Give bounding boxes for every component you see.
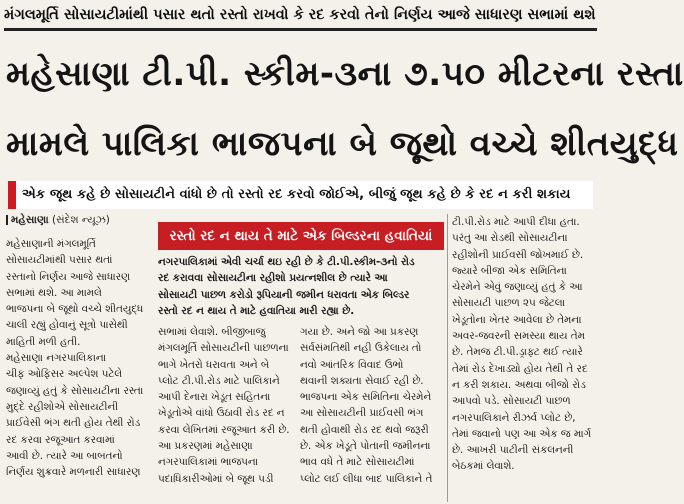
text-line: છે. આખરી પાટીની સંકલનની — [452, 444, 574, 457]
text-line: સર્વસંમતિથી નહી ઉકેલાય તો — [300, 342, 422, 355]
text-line: રદ કરાવવા સોસાયટીના રહીશો પ્રયત્નશીલ છે ત્યારે આ — [158, 272, 388, 285]
text-line: માહિતી મળી હતી. — [6, 335, 81, 348]
text-line: રહીશોની પ્રાઈવસી જોખમાઈ છે. — [452, 248, 584, 261]
text-line: સભામાં થશે. આ મામલે — [6, 286, 102, 299]
text-line: પ્લોટ લઈ લીધા બાદ પાલિકાને તે — [300, 472, 433, 485]
text-line: નગરપાલિકામાં ભાજપના — [158, 456, 259, 469]
kicker-line: મંગલમૂર્તિ સોસાયટીમાંથી પસાર થતો રસ્તો રાખવો કે રદ કરવો તેનો નિર્ણય આજે સાધારણ સભામાં થશે — [4, 7, 596, 23]
byline-place: મહેસાણા — [11, 214, 49, 226]
text-line: સભામાં લેવાશે. બીજીબાજુ — [158, 326, 266, 338]
top-rule — [4, 28, 597, 31]
text-line: કરવા લેખિતમાં રજૂઆત કરી છે. — [158, 423, 290, 436]
text-line: છે. તેમજ ટી.પી.ડ્રાફ્ટ થઈ ત્યારે — [452, 346, 583, 359]
text-line: આ સોસાયટીની પ્રાઈવસી ભંગ — [300, 407, 424, 420]
column-2 — [158, 324, 294, 502]
column-1 — [6, 236, 154, 502]
text-line: આ પ્રકરણમાં મહેસાણા — [158, 440, 253, 453]
text-line: નગરપાલિકાને રીઝર્વ પ્લોટ છે, — [452, 411, 576, 424]
text-line: પ્લોટ ટી.પી.રોડ માટે પાલિકાને — [158, 374, 280, 387]
callout-intro — [158, 254, 444, 320]
text-line: ભાજપના બે જૂથો વચ્ચે શીતયુદ્ધ — [6, 303, 144, 316]
column-divider — [447, 214, 448, 502]
text-line: સોસાયટી પાછળ કરોડો રૂપિયાની જમીન ધરાવતા એક બિલ્ડર — [158, 288, 410, 301]
text-line: રસ્તો રદ ન થાય તે માટે હવાતિયા મારી રહ્યા છે. — [158, 304, 355, 317]
text-line: ખેડૂતોએ વાંધો ઉઠાવી રોડ રદ ન — [158, 407, 285, 420]
text-line: ખેડૂતોના ખેતર આવેલા છે તેમના — [452, 313, 582, 326]
text-line: તેમાં જવાનો પણ આ એક જ માર્ગ — [452, 427, 592, 440]
text-line: પરંતુ આ રોડથી સોસાયટીના — [452, 232, 568, 245]
text-line: ભાવ વધે તે માટે સોસાયટીમાં — [300, 456, 415, 469]
headline-line-2: મામલે પાલિકા ભાજપના બે જૂથો વચ્ચે શીતયુદ્ધ — [6, 124, 679, 164]
text-line: બેઠકમાં લેવાશે. — [452, 460, 515, 473]
text-line: રસ્તાનો નિર્ણય આજે સાધારણ — [6, 270, 130, 283]
text-line: પદાધિકારીઓમાં બે જૂથ પડી — [158, 472, 274, 485]
text-line: નિર્ણય શુક્રવારે મળનારી સાધારણ — [6, 466, 141, 479]
text-line: ગયા છે. અને જો આ પ્રકરણ — [300, 326, 419, 338]
column-3 — [300, 324, 444, 502]
text-line: થવાની શક્યતા સેવાઈ રહી છે. — [300, 374, 424, 387]
text-line: ચાલી રહ્યું હોવાનું સૂત્રો પાસેથી — [6, 319, 128, 332]
text-line: ભાજપના એક સમિતિના ચેરમેને — [300, 391, 432, 404]
text-line: અવર-જવરની સમસ્યા થાય તેમ — [452, 330, 585, 343]
text-line: રદ કરવા રજૂઆત કરવામાં — [6, 433, 115, 446]
text-line: આવી છે. ત્યારે આ બાબતનો — [6, 449, 123, 462]
text-line: તેમાં રોડ દેખાડ્યો હોય તેથી તે રદ — [452, 362, 588, 375]
text-line: ભાગે ખેતરો ધરાવતા અને બે — [158, 358, 270, 371]
text-line: જણાવ્યું હતું કે સોસાયટીના રસ્તા — [6, 384, 144, 397]
text-line: છે. એક ખેડૂતે પોતાની જમીનના — [300, 440, 431, 453]
text-line: પ્રાઈવેસી ભંગ થતી હોય તેથી રોડ — [6, 417, 141, 430]
text-line: જ્યારે બીજા એક સમિતિના — [452, 264, 567, 277]
text-line: નવો આંતરિક વિવાદ ઉભો — [300, 358, 404, 371]
column-4 — [452, 214, 598, 502]
headline-line-1: મહેસાણા ટી.પી. સ્કીમ-૩ના ૭.૫૦ મીટરના રસ્તા — [6, 54, 684, 94]
subheadline: એક જૂથ કહે છે સોસાયટીને વાંધો છે તો રસ્તો રદ કરવો જોઈએ, બીજું જૂથ કહે છે કે રદ ન કરી શકાય — [8, 181, 593, 209]
text-line: આપી દેનારા ખેડૂત સહિતના — [158, 391, 271, 404]
text-line: આપવો પડે. સોસાયટી પાછળ — [452, 395, 571, 408]
byline — [6, 214, 154, 230]
callout-box: રસ્તો રદ ન થાય તે માટે એક બિલ્ડરના હવાતિયાં — [158, 222, 444, 250]
text-line: મંગલમૂર્તિ સોસાયટીની પાછળના — [158, 342, 289, 355]
byline-source: (સંદેશ ન્યૂઝ) — [52, 214, 110, 226]
text-line: ન કરી શકાય. અથવા બીજો રોડ — [452, 378, 586, 391]
text-line: થતી હોવાથી રોડ રદ થવો જરૂરી — [300, 423, 429, 436]
byline-bar — [6, 215, 8, 225]
text-line: નગરપાલિકામાં એવી ચર્ચા થઇ રહી છે કે ટી.પી.સ્કીમ-૩નો રોડ — [158, 256, 415, 268]
text-line: મુદ્દે રહીશોએ સોસાયટીની — [6, 400, 119, 413]
text-line: મહેસાણા નગરપાલિકાના — [6, 352, 107, 365]
text-line: સોસાયટી પાછળ ૨૫ જેટલા — [452, 297, 566, 310]
text-line: ચેરમેને એવું જણાવ્યું હતું કે આ — [452, 281, 583, 294]
text-line: ચીફ ઓફિસર અલ્પેશ પટેલે — [6, 368, 123, 381]
text-line: ટી.પી.રોડ માટે આપી દીધા હતા. — [452, 216, 580, 228]
text-line: સોસાયટીમાંથી પસાર થતાં — [6, 254, 113, 267]
text-line: મહેસાણાની મંગલમૂર્તિ — [6, 238, 96, 250]
